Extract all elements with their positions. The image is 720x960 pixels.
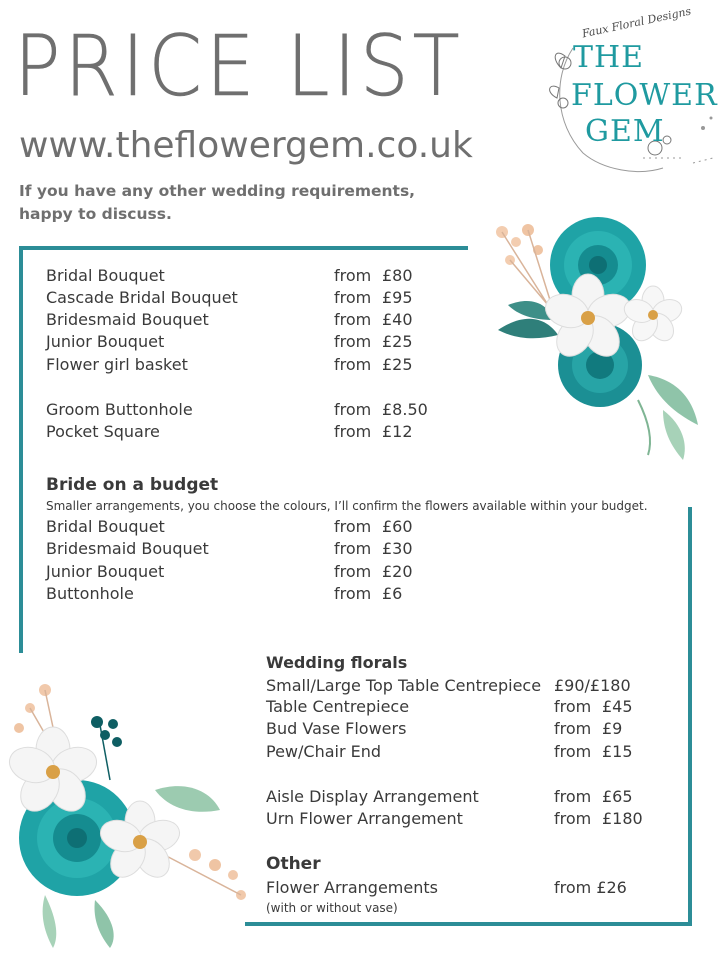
budget-price-1: £60 — [382, 517, 413, 536]
budget-item-4: Buttonhole — [46, 584, 134, 603]
budget-price-4: £6 — [382, 584, 403, 603]
groom-price-2: £12 — [382, 422, 413, 441]
florals-item-1: Small/Large Top Table Centrepiece — [266, 676, 542, 695]
florals-price-5: £65 — [602, 787, 633, 806]
bridal-price-5: £25 — [382, 355, 413, 374]
bridal-item-4: Junior Bouquet — [46, 332, 165, 351]
groom-item-1: Groom Buttonhole — [46, 400, 193, 419]
groom-price-1: £8.50 — [382, 400, 428, 419]
flower-bouquet-icon — [488, 210, 713, 465]
florals-price-4: £15 — [602, 742, 633, 761]
budget-heading: Bride on a budget — [46, 475, 219, 495]
other-price: from £26 — [554, 878, 627, 897]
florals-from-4: from — [554, 742, 592, 761]
florals-price-2: £45 — [602, 697, 633, 716]
florals-price-1: £90/£180 — [554, 676, 631, 695]
budget-note: Smaller arrangements, you choose the colours, I’ll confirm the flowers available within your budget. — [46, 499, 648, 513]
logo-word-the: THE — [573, 40, 645, 75]
bridal-from-3: from — [334, 310, 372, 329]
budget-price-3: £20 — [382, 562, 413, 581]
flower-bouquet-bottom-icon — [5, 680, 250, 950]
groom-item-2: Pocket Square — [46, 422, 160, 441]
florals-item-6: Urn Flower Arrangement — [266, 809, 463, 828]
wedding-florals-heading: Wedding florals — [266, 653, 408, 672]
other-item: Flower Arrangements — [266, 878, 438, 897]
florals-from-5: from — [554, 787, 592, 806]
groom-from-2: from — [334, 422, 372, 441]
bridal-from-1: from — [334, 266, 372, 285]
florals-item-2: Table Centrepiece — [266, 697, 410, 716]
groom-from-1: from — [334, 400, 372, 419]
budget-price-2: £30 — [382, 539, 413, 558]
bridal-item-1: Bridal Bouquet — [46, 266, 165, 285]
florals-item-5: Aisle Display Arrangement — [266, 787, 479, 806]
intro-text — [19, 180, 439, 226]
budget-from-2: from — [334, 539, 372, 558]
flower-gem-logo — [543, 4, 720, 176]
website-url: www.theflowergem.co.uk — [19, 125, 473, 166]
logo-word-gem: GEM — [585, 114, 665, 149]
bridal-item-5: Flower girl basket — [46, 355, 188, 374]
intro-line-2: happy to discuss. — [19, 205, 172, 223]
logo-tagline: Faux Floral Designs — [580, 4, 693, 41]
budget-item-2: Bridesmaid Bouquet — [46, 539, 209, 558]
florals-item-4: Pew/Chair End — [266, 742, 382, 761]
bridal-item-2: Cascade Bridal Bouquet — [46, 288, 238, 307]
budget-item-1: Bridal Bouquet — [46, 517, 165, 536]
florals-from-2: from — [554, 697, 592, 716]
page-title: PRICE LIST — [14, 17, 464, 115]
bridal-price-3: £40 — [382, 310, 413, 329]
florals-price-3: £9 — [602, 719, 623, 738]
budget-from-3: from — [334, 562, 372, 581]
florals-from-6: from — [554, 809, 592, 828]
other-heading: Other — [266, 854, 321, 874]
budget-from-4: from — [334, 584, 372, 603]
bridal-price-4: £25 — [382, 332, 413, 351]
budget-from-1: from — [334, 517, 372, 536]
bridal-from-2: from — [334, 288, 372, 307]
bridal-from-4: from — [334, 332, 372, 351]
logo-word-flower: FLOWER — [571, 78, 718, 113]
intro-line-1: If you have any other wedding requirements, — [19, 182, 416, 200]
bridal-item-3: Bridesmaid Bouquet — [46, 310, 209, 329]
florals-item-3: Bud Vase Flowers — [266, 719, 407, 738]
florals-price-6: £180 — [602, 809, 643, 828]
price-frame-right — [688, 507, 692, 925]
bridal-from-5: from — [334, 355, 372, 374]
budget-item-3: Junior Bouquet — [46, 562, 165, 581]
other-note: (with or without vase) — [266, 901, 398, 915]
price-frame-bottom — [245, 922, 692, 926]
bridal-price-2: £95 — [382, 288, 413, 307]
florals-from-3: from — [554, 719, 592, 738]
bridal-price-1: £80 — [382, 266, 413, 285]
